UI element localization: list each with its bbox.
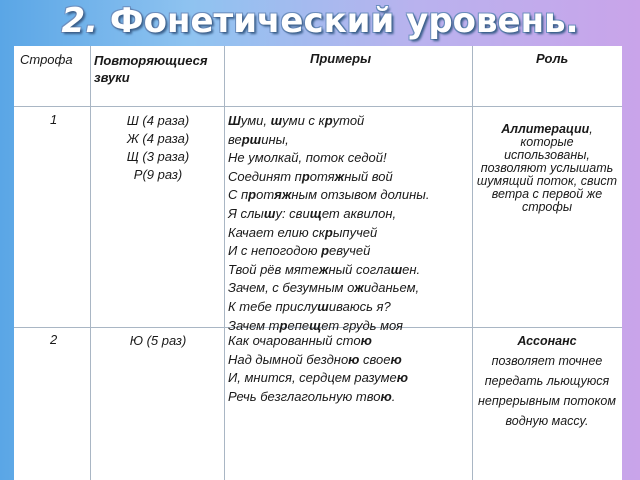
poem-line	[228, 149, 429, 168]
poem-text: свое	[359, 351, 391, 367]
poem-text: ет аквилон,	[321, 205, 397, 221]
highlighted-sound: ю	[360, 333, 372, 348]
highlighted-sound: щ	[309, 205, 322, 221]
highlighted-sound: ю	[390, 351, 402, 367]
sound-item: Ю (5 раз)	[129, 333, 187, 348]
stanza-number: 1	[50, 112, 58, 127]
header-sounds: Повторяющиеся звуки	[94, 53, 208, 85]
example-poem	[228, 332, 408, 406]
highlighted-sound: ю	[380, 388, 392, 404]
poem-line	[228, 261, 429, 280]
poem-text: иданьем,	[363, 280, 420, 296]
highlighted-sound: р	[279, 317, 288, 333]
poem-text: иваюсь я?	[328, 298, 391, 314]
poem-line	[228, 131, 429, 150]
sound-item: Р(9 раз)	[133, 167, 183, 182]
poem-text: ины,	[261, 131, 289, 147]
highlighted-sound: ж	[318, 261, 329, 277]
highlighted-sound: р	[301, 168, 310, 184]
poem-text: епе	[287, 317, 310, 333]
poem-line	[228, 186, 429, 205]
poem-text: уми с к	[282, 113, 325, 128]
highlighted-sound: ж	[354, 280, 364, 296]
poem-text: ве	[228, 131, 242, 147]
poem-text: И с непогодою	[228, 243, 322, 259]
sound-item: Ж (4 раза)	[126, 131, 190, 146]
highlighted-sound: ш	[263, 205, 276, 221]
poem-text: .	[391, 388, 396, 404]
highlighted-sound: ш	[390, 261, 403, 277]
role-text: позволяет точнее передать льющуюся непрерывным потоком водную массу.	[478, 354, 616, 428]
sound-item: Щ (3 раза)	[126, 149, 190, 164]
highlighted-sound: щ	[309, 317, 322, 333]
highlighted-sound: ш	[317, 298, 329, 314]
title-number: 2.	[61, 1, 99, 41]
poem-text: утой	[332, 113, 365, 128]
poem-line	[228, 388, 408, 407]
highlighted-sound: Ш	[228, 113, 241, 128]
poem-text: отя	[309, 168, 335, 184]
poem-text: ным отзывом долины.	[291, 187, 430, 203]
analysis-table	[14, 46, 622, 480]
poem-text: К тебе прислу	[228, 298, 318, 314]
poem-text: Как очарованный сто	[228, 333, 361, 348]
poem-text: Соединят п	[228, 168, 302, 184]
role-term: Ассонанс	[517, 334, 577, 348]
poem-line	[228, 298, 429, 317]
poem-text: евучей	[329, 243, 371, 259]
stanza-number: 2	[50, 332, 58, 347]
poem-text: Качает елию ск	[228, 224, 325, 240]
highlighted-sound: р	[324, 224, 333, 240]
highlighted-sound: р	[321, 243, 330, 259]
title-text: Фонетический уровень.	[109, 1, 579, 41]
poem-line	[228, 112, 429, 131]
poem-text: С п	[228, 187, 249, 203]
poem-text: ыпучей	[332, 224, 378, 240]
repeated-sounds	[98, 332, 218, 350]
poem-text: Зачем т	[228, 317, 280, 333]
poem-text: Я слы	[228, 205, 264, 221]
sound-item: Ш (4 раза)	[126, 113, 190, 128]
highlighted-sound: ш	[270, 113, 283, 128]
poem-line	[228, 369, 408, 388]
header-stanza: Строфа	[20, 52, 73, 67]
header-examples: Примеры	[310, 51, 372, 66]
poem-line	[228, 224, 429, 243]
highlighted-sound: ю	[396, 370, 409, 386]
poem-line	[228, 351, 408, 370]
header-role: Роль	[536, 51, 569, 66]
poem-line	[228, 279, 429, 298]
role-description	[476, 123, 618, 214]
poem-line	[228, 332, 408, 351]
poem-line	[228, 242, 429, 261]
poem-line	[228, 205, 429, 224]
poem-text: Не умолкай, поток седой!	[228, 150, 387, 166]
page-title	[0, 0, 640, 46]
col-divider	[224, 46, 225, 480]
role-text: , которые использованы, позволяют услышать шумящий поток, свист ветра с первой же строфы	[476, 122, 618, 214]
poem-text: ет грудь моя	[321, 317, 403, 333]
repeated-sounds	[98, 112, 218, 184]
poem-text: Над дымной бездно	[228, 351, 349, 367]
poem-text: Твой рёв мяте	[228, 261, 319, 277]
highlighted-sound: яж	[274, 187, 292, 203]
poem-line	[228, 168, 429, 187]
poem-text: у: сви	[275, 205, 310, 221]
row-divider	[14, 106, 622, 107]
poem-text: ный согла	[328, 261, 391, 277]
poem-text: Зачем, с безумным о	[228, 280, 355, 296]
highlighted-sound: р	[324, 113, 333, 128]
poem-text: уми,	[240, 113, 271, 128]
role-term: Аллитерации	[501, 122, 590, 136]
example-poem	[228, 112, 429, 335]
highlighted-sound: р	[248, 187, 257, 203]
poem-text: И, мнится, сердцем разуме	[228, 370, 397, 386]
col-divider	[472, 46, 473, 480]
role-description	[476, 331, 618, 431]
poem-text: ен.	[402, 261, 421, 277]
poem-text: от	[256, 187, 275, 203]
highlighted-sound: ж	[334, 168, 345, 184]
col-divider	[90, 46, 91, 480]
highlighted-sound: рш	[241, 131, 262, 147]
poem-text: Речь безглагольную тво	[228, 388, 381, 404]
highlighted-sound: ю	[348, 351, 360, 367]
poem-text: ный вой	[344, 168, 393, 184]
